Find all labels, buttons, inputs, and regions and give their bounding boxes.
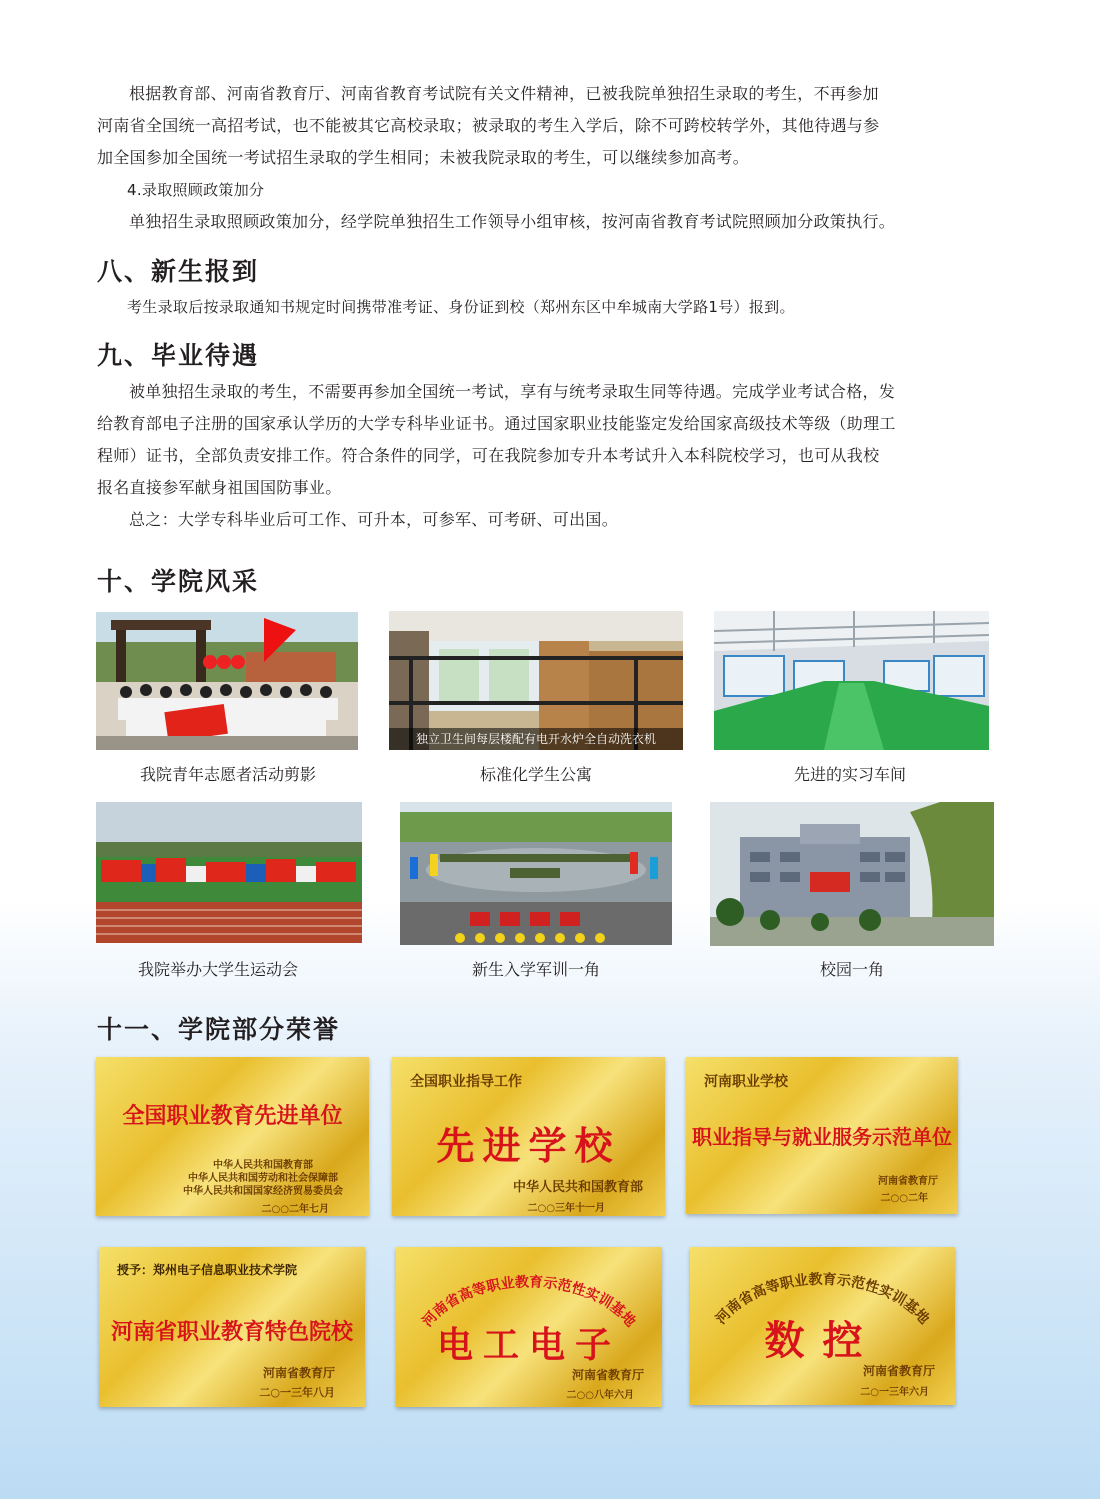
plaque-issuer: 河南省教育厅 [878, 1176, 938, 1187]
plaque-date: 二○○三年十一月 [527, 1203, 605, 1214]
section-9-summary: 总之：大学专科毕业后可工作、可升本，可参军、可考研、可出国。 [129, 510, 619, 529]
photo-dormitory [389, 611, 683, 750]
plaque-issuer-line: 中华人民共和国国家经济贸易委员会 [183, 1186, 343, 1197]
plaque-title: 数控 [764, 1317, 881, 1364]
honor-plaque-advanced-school [392, 1057, 665, 1216]
plaque-title: 职业指导与就业服务示范单位 [692, 1125, 952, 1149]
section-8-text: 考生录取后按录取通知书规定时间携带准考证、身份证到校（郑州东区中牟城南大学路1号）报到。 [127, 298, 795, 316]
volunteers-image [96, 612, 358, 750]
caption-campus: 校园一角 [819, 960, 884, 979]
honor-plaque-employment-model [686, 1057, 958, 1214]
caption-sports-meet: 我院举办大学生运动会 [137, 960, 298, 979]
plaque-issuer: 河南省教育厅 [571, 1368, 644, 1382]
section-8-heading: 八、新生报到 [97, 257, 260, 286]
plaque-date: 二○○二年七月 [261, 1204, 329, 1215]
plaque-issuer-line: 中华人民共和国劳动和社会保障部 [188, 1173, 338, 1184]
caption-dormitory: 标准化学生公寓 [479, 765, 592, 784]
plaque-subtitle: 授予：郑州电子信息职业技术学院 [117, 1263, 298, 1277]
plaque-date: 二○一三年八月 [259, 1386, 335, 1399]
honor-plaque-cnc-training-base [690, 1247, 955, 1405]
intro-line: 河南省全国统一高招考试，也不能被其它高校录取；被录取的考生入学后，除不可跨校转学外，其他待遇与参 [97, 116, 880, 135]
photo-military-training [400, 802, 672, 945]
plaque-arc-text: 河南省高等职业教育示范性实训基地 [712, 1271, 933, 1328]
military-training-image [400, 802, 672, 945]
plaque-title: 全国职业教育先进单位 [122, 1104, 343, 1129]
campus-image [710, 802, 994, 946]
caption-military-training: 新生入学军训一角 [471, 960, 600, 979]
dormitory-caption-overlay: 独立卫生间每层楼配有电开水炉全自动洗衣机 [389, 728, 683, 750]
plaque-issuer: 河南省教育厅 [862, 1364, 935, 1378]
plaque-subtitle: 河南职业学校 [704, 1074, 788, 1090]
workshop-image [714, 611, 989, 750]
honor-plaque-characteristic-college [99, 1247, 365, 1407]
honor-plaque-national-advanced-unit [96, 1057, 369, 1216]
section-10-heading: 十、学院风采 [97, 567, 260, 596]
section-11-heading: 十一、学院部分荣誉 [97, 1015, 341, 1044]
plaque-subtitle: 全国职业指导工作 [410, 1074, 522, 1090]
photo-workshop [714, 611, 989, 750]
section-8-body [97, 291, 987, 323]
plaque-issuer: 中华人民共和国教育部 [512, 1180, 643, 1195]
section-9-line: 程师）证书，全部负责安排工作。符合条件的同学，可在我院参加专升本考试升入本科院校学习，也可从我校 [97, 446, 880, 465]
caption-workshop: 先进的实习车间 [793, 765, 906, 784]
plaque-date: 二○一三年六月 [860, 1387, 929, 1398]
plaque-date: 二○○八年六月 [566, 1390, 634, 1401]
section-9-line: 给教育部电子注册的国家承认学历的大学专科毕业证书。通过国家职业技能鉴定发给国家高级技术等级（助理工 [97, 414, 896, 433]
photo-campus [710, 802, 994, 946]
section-9-body [97, 376, 987, 536]
intro-line: 加全国参加全国统一考试招生录取的学生相同；未被我院录取的考生，可以继续参加高考。 [97, 148, 750, 167]
section-9-line: 报名直接参军献身祖国国防事业。 [97, 478, 342, 497]
sports-meet-image [96, 802, 362, 943]
caption-volunteers: 我院青年志愿者活动剪影 [139, 765, 316, 784]
section-9-line: 被单独招生录取的考生，不需要再参加全国统一考试，享有与统考录取生同等待遇。完成学业考试合格，发 [129, 382, 896, 401]
plaque-arc-text: 河南省高等职业教育示范性实训基地 [419, 1274, 639, 1331]
plaque-title: 电工电子 [436, 1324, 621, 1366]
subsection-4-body: 单独招生录取照顾政策加分，经学院单独招生工作领导小组审核，按河南省教育考试院照顾加分政策执行。 [129, 212, 896, 231]
section-9-heading: 九、毕业待遇 [97, 341, 260, 370]
plaque-issuer: 河南省教育厅 [262, 1366, 335, 1380]
intro-line: 根据教育部、河南省教育厅、河南省教育考试院有关文件精神，已被我院单独招生录取的考生，不再参加 [129, 84, 879, 103]
subsection-4 [97, 174, 987, 238]
honor-plaque-electrical-training-base [396, 1247, 662, 1407]
subsection-4-title: 4.录取照顾政策加分 [127, 181, 265, 199]
plaque-issuer-line: 中华人民共和国教育部 [213, 1160, 313, 1171]
plaque-date: 二○○二年 [880, 1193, 928, 1204]
plaque-title: 先进学校 [436, 1123, 621, 1168]
photo-sports-meet [96, 802, 362, 943]
plaque-issuer-block [173, 1159, 353, 1198]
photo-volunteers [96, 612, 358, 750]
intro-paragraph [97, 78, 987, 174]
plaque-title: 河南省职业教育特色院校 [110, 1319, 353, 1345]
